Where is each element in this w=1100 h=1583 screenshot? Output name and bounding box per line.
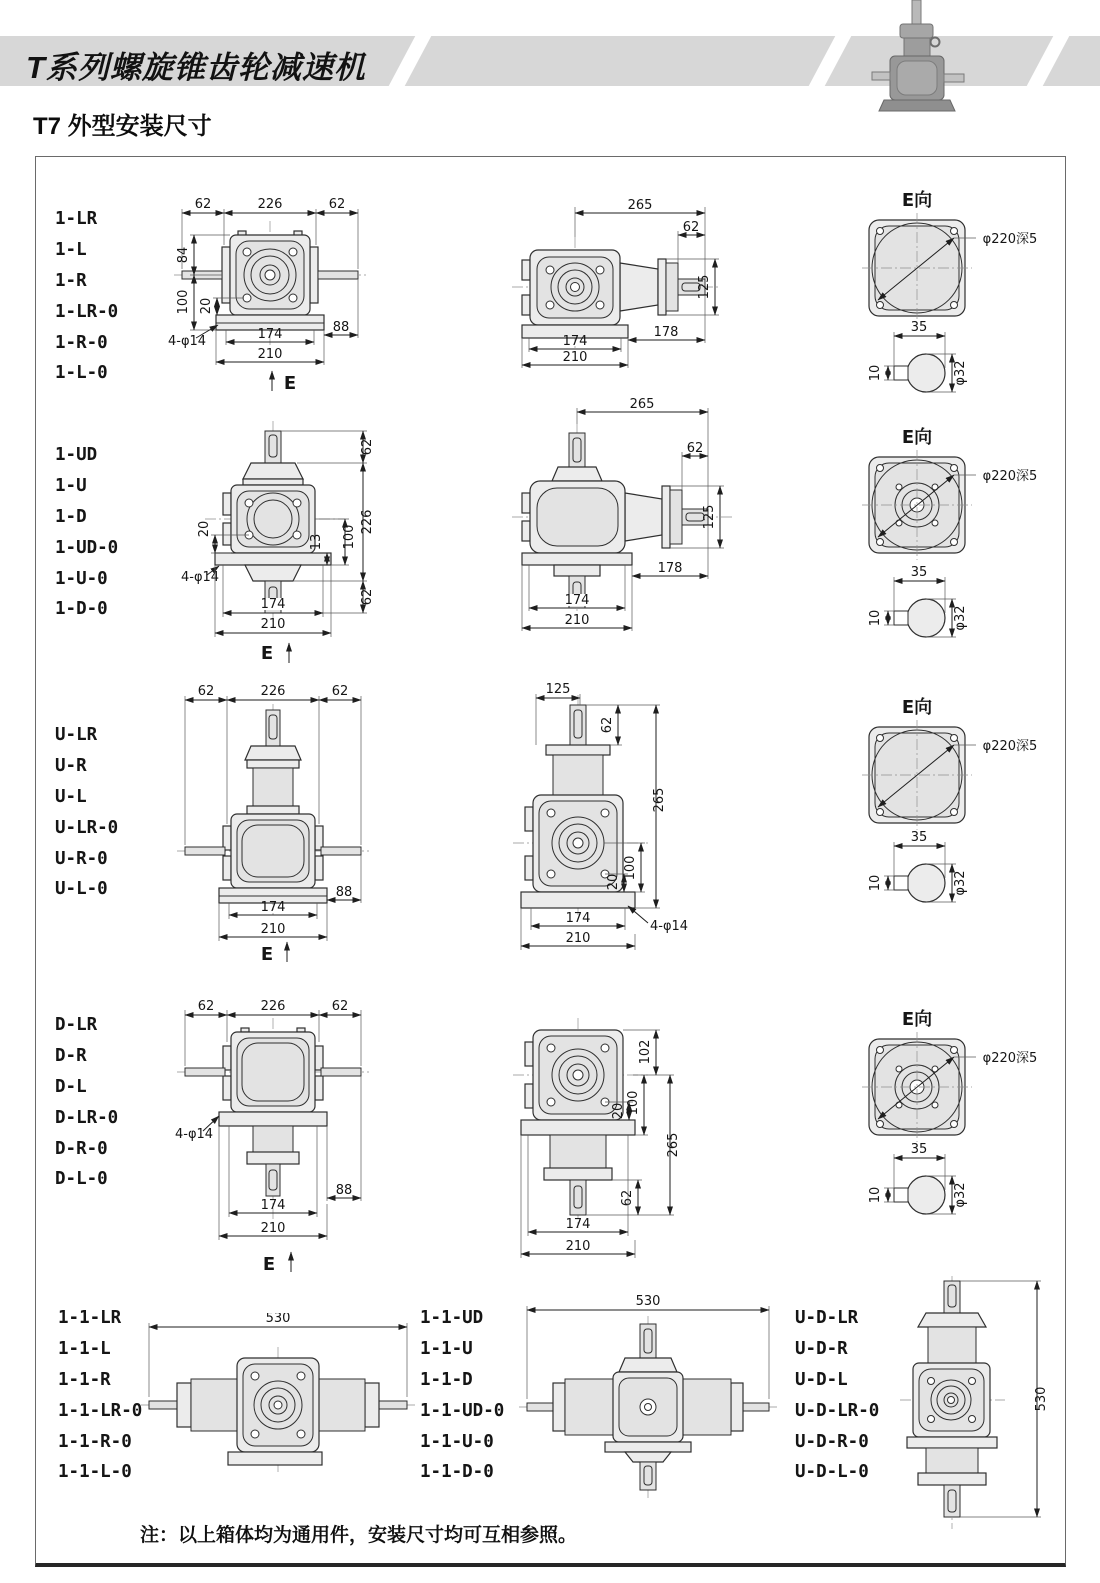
drawing-1lr-front-view bbox=[160, 185, 410, 405]
svg-text:62: 62 bbox=[331, 1000, 349, 1014]
svg-text:4-φ14: 4-φ14 bbox=[168, 334, 207, 349]
model-label: 1-1-UD bbox=[420, 1308, 484, 1329]
model-label: D-LR-0 bbox=[55, 1107, 119, 1128]
model-label: 1-D-0 bbox=[55, 599, 108, 620]
svg-text:100: 100 bbox=[176, 289, 191, 315]
model-label: 1-D bbox=[55, 506, 87, 527]
geometry bbox=[141, 1347, 415, 1473]
drawing-dlr-side-view bbox=[488, 1000, 818, 1270]
svg-text:φ32: φ32 bbox=[953, 605, 968, 631]
model-label: 1-U-0 bbox=[55, 568, 108, 589]
svg-text:265: 265 bbox=[652, 787, 667, 813]
model-label: 1-U bbox=[55, 476, 87, 497]
svg-text:210: 210 bbox=[564, 613, 590, 628]
drawing-dlr-front-view bbox=[163, 1000, 423, 1285]
svg-text:100: 100 bbox=[623, 855, 638, 881]
svg-text:100: 100 bbox=[626, 1090, 641, 1116]
model-label: U-L bbox=[55, 786, 87, 807]
model-label: 1-1-U bbox=[420, 1339, 473, 1360]
drawing-11lr-view bbox=[133, 1313, 423, 1503]
model-list-3 bbox=[55, 720, 118, 905]
svg-text:174: 174 bbox=[257, 327, 283, 342]
svg-text:265: 265 bbox=[666, 1132, 681, 1158]
svg-text:88: 88 bbox=[332, 320, 350, 335]
model-label: U-D-L-0 bbox=[795, 1462, 869, 1483]
svg-text:E: E bbox=[260, 643, 274, 664]
svg-text:φ220深5: φ220深5 bbox=[982, 469, 1038, 484]
svg-text:100: 100 bbox=[342, 524, 357, 550]
geometry bbox=[519, 1316, 777, 1500]
geometry bbox=[513, 695, 648, 920]
svg-text:62: 62 bbox=[620, 1189, 635, 1207]
svg-text:62: 62 bbox=[682, 220, 700, 235]
svg-text:10: 10 bbox=[868, 1186, 883, 1204]
drawing-ulr-front-view bbox=[163, 670, 423, 965]
model-label: U-D-L bbox=[795, 1369, 848, 1390]
gearbox-product-photo bbox=[850, 0, 980, 122]
svg-text:210: 210 bbox=[260, 1221, 286, 1236]
svg-text:174: 174 bbox=[260, 900, 286, 915]
model-label: 1-1-LR-0 bbox=[58, 1400, 143, 1421]
svg-text:174: 174 bbox=[564, 593, 590, 608]
model-label: U-R-0 bbox=[55, 848, 108, 869]
geometry bbox=[900, 1276, 1005, 1529]
svg-text:210: 210 bbox=[562, 350, 588, 365]
model-label: D-R-0 bbox=[55, 1138, 108, 1159]
svg-text:125: 125 bbox=[702, 504, 717, 530]
model-list-5 bbox=[58, 1303, 142, 1488]
svg-text:35: 35 bbox=[910, 565, 928, 580]
svg-text:φ220深5: φ220深5 bbox=[982, 1051, 1038, 1066]
drawing-1ud-side-view bbox=[492, 396, 822, 661]
svg-text:530: 530 bbox=[635, 1294, 661, 1309]
footer-note: 注：以上箱体均为通用件，安装尺寸均可互相参照。 bbox=[140, 1525, 578, 1546]
eview-label: E向 bbox=[901, 697, 933, 718]
model-label: 1-L bbox=[55, 240, 87, 261]
model-label: 1-1-UD-0 bbox=[420, 1400, 505, 1421]
drawing-eview-row1 bbox=[842, 186, 1052, 401]
model-label: 1-R-0 bbox=[55, 332, 108, 353]
model-label: 1-LR bbox=[55, 209, 98, 230]
svg-text:102: 102 bbox=[638, 1039, 653, 1065]
svg-text:62: 62 bbox=[197, 1000, 215, 1014]
svg-text:20: 20 bbox=[197, 520, 212, 538]
svg-text:210: 210 bbox=[565, 931, 591, 946]
svg-text:62: 62 bbox=[600, 716, 615, 734]
svg-text:φ32: φ32 bbox=[953, 360, 968, 386]
drawing-11ud-view bbox=[513, 1290, 783, 1515]
drawing-1ud-front-view bbox=[165, 405, 430, 670]
model-label: 1-UD-0 bbox=[55, 537, 119, 558]
svg-text:4-φ14: 4-φ14 bbox=[650, 919, 689, 934]
eview-label: E向 bbox=[901, 427, 933, 448]
svg-text:530: 530 bbox=[265, 1313, 291, 1326]
model-label: 1-1-L bbox=[58, 1339, 111, 1360]
model-label: 1-LR-0 bbox=[55, 301, 119, 322]
model-label: D-LR bbox=[55, 1015, 98, 1036]
geometry bbox=[177, 704, 369, 915]
svg-text:E: E bbox=[262, 1254, 276, 1275]
svg-text:E: E bbox=[283, 373, 297, 394]
model-label: 1-L-0 bbox=[55, 363, 108, 384]
svg-text:62: 62 bbox=[360, 438, 375, 456]
model-label: 1-1-L-0 bbox=[58, 1462, 132, 1483]
model-list-1 bbox=[55, 204, 118, 389]
svg-text:265: 265 bbox=[627, 198, 653, 213]
model-label: U-R bbox=[55, 756, 87, 777]
svg-text:178: 178 bbox=[657, 561, 683, 576]
svg-text:φ32: φ32 bbox=[953, 870, 968, 896]
svg-text:E: E bbox=[260, 944, 274, 965]
model-label: U-L-0 bbox=[55, 879, 108, 900]
model-label: 1-UD bbox=[55, 445, 98, 466]
svg-text:88: 88 bbox=[335, 1183, 353, 1198]
model-label: U-D-R-0 bbox=[795, 1431, 869, 1452]
drawing-ulr-side-view bbox=[478, 680, 808, 955]
svg-text:226: 226 bbox=[257, 197, 283, 212]
eview-label: E向 bbox=[901, 1009, 933, 1030]
svg-text:62: 62 bbox=[686, 441, 704, 456]
svg-text:265: 265 bbox=[629, 397, 655, 412]
svg-text:62: 62 bbox=[197, 684, 215, 699]
svg-text:35: 35 bbox=[910, 830, 928, 845]
svg-text:35: 35 bbox=[910, 320, 928, 335]
model-list-2 bbox=[55, 440, 118, 625]
model-label: D-L-0 bbox=[55, 1169, 108, 1190]
svg-text:210: 210 bbox=[257, 347, 283, 362]
svg-text:20: 20 bbox=[199, 297, 214, 315]
svg-text:530: 530 bbox=[1034, 1386, 1049, 1412]
model-label: 1-1-R-0 bbox=[58, 1431, 132, 1452]
model-label: U-LR bbox=[55, 725, 98, 746]
svg-text:φ32: φ32 bbox=[953, 1182, 968, 1208]
svg-text:84: 84 bbox=[176, 246, 191, 264]
svg-text:178: 178 bbox=[653, 325, 679, 340]
drawing-udlr-view bbox=[860, 1271, 1060, 1536]
svg-text:20: 20 bbox=[606, 873, 621, 891]
drawing-1lr-side-view bbox=[490, 197, 820, 377]
model-label: D-L bbox=[55, 1076, 87, 1097]
svg-text:226: 226 bbox=[360, 509, 375, 535]
svg-text:62: 62 bbox=[360, 588, 375, 606]
svg-text:10: 10 bbox=[868, 609, 883, 627]
svg-text:174: 174 bbox=[565, 1217, 591, 1232]
svg-text:20: 20 bbox=[611, 1102, 626, 1120]
svg-text:35: 35 bbox=[910, 1142, 928, 1157]
svg-text:62: 62 bbox=[328, 197, 346, 212]
svg-text:226: 226 bbox=[260, 684, 286, 699]
svg-text:125: 125 bbox=[545, 682, 571, 697]
model-label: U-D-R bbox=[795, 1339, 848, 1360]
svg-text:φ220深5: φ220深5 bbox=[982, 739, 1038, 754]
model-label: 1-1-U-0 bbox=[420, 1431, 494, 1452]
model-label: 1-1-LR bbox=[58, 1308, 122, 1329]
svg-text:13: 13 bbox=[309, 533, 324, 551]
model-label: 1-1-D bbox=[420, 1369, 473, 1390]
page-title: T7 外型安装尺寸 bbox=[33, 113, 212, 140]
svg-text:174: 174 bbox=[562, 334, 588, 349]
svg-text:10: 10 bbox=[868, 874, 883, 892]
drawing-eview-row4 bbox=[842, 1005, 1052, 1230]
svg-text:φ220深5: φ220深5 bbox=[982, 232, 1038, 247]
svg-text:62: 62 bbox=[194, 197, 212, 212]
model-label: U-LR-0 bbox=[55, 817, 119, 838]
model-label: 1-1-D-0 bbox=[420, 1462, 494, 1483]
model-label: U-D-LR bbox=[795, 1308, 859, 1329]
model-label: 1-1-R bbox=[58, 1369, 111, 1390]
svg-text:125: 125 bbox=[697, 274, 712, 300]
svg-text:4-φ14: 4-φ14 bbox=[175, 1127, 214, 1142]
svg-text:174: 174 bbox=[260, 597, 286, 612]
model-list-4 bbox=[55, 1010, 118, 1195]
series-title: T系列螺旋锥齿轮减速机 bbox=[26, 50, 366, 85]
svg-text:10: 10 bbox=[868, 364, 883, 382]
svg-text:174: 174 bbox=[565, 911, 591, 926]
svg-text:174: 174 bbox=[260, 1198, 286, 1213]
svg-text:226: 226 bbox=[260, 1000, 286, 1014]
geometry bbox=[512, 237, 718, 349]
model-label: U-D-LR-0 bbox=[795, 1400, 880, 1421]
model-label: D-R bbox=[55, 1046, 87, 1067]
svg-text:210: 210 bbox=[565, 1239, 591, 1254]
svg-text:62: 62 bbox=[331, 684, 349, 699]
drawing-eview-row3 bbox=[842, 693, 1052, 918]
model-label: 1-R bbox=[55, 270, 87, 291]
svg-text:88: 88 bbox=[335, 885, 353, 900]
model-list-6 bbox=[420, 1303, 504, 1488]
svg-text:4-φ14: 4-φ14 bbox=[181, 570, 220, 585]
eview-label: E向 bbox=[901, 190, 933, 211]
svg-text:210: 210 bbox=[260, 617, 286, 632]
drawing-eview-row2 bbox=[842, 423, 1052, 653]
svg-text:210: 210 bbox=[260, 922, 286, 937]
